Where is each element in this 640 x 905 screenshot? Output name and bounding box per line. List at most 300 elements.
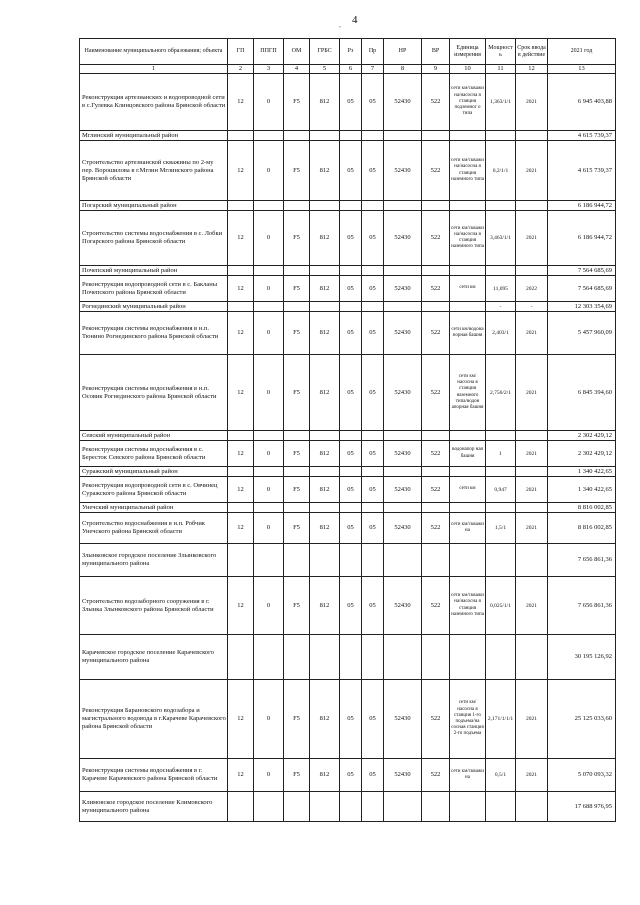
column-number: 12: [516, 65, 548, 74]
pr-cell: [362, 266, 384, 276]
column-number-row: [80, 65, 616, 74]
pr-cell: [362, 431, 384, 441]
vr-cell: 522: [422, 577, 450, 635]
vr-cell: 522: [422, 312, 450, 355]
term-cell: [516, 792, 548, 822]
power-cell: 2,171/1/1/1: [486, 680, 516, 759]
municipal-district-row: [80, 131, 616, 141]
nr-cell: [384, 792, 422, 822]
ppgp-cell: 0: [254, 355, 284, 431]
header-row: [80, 39, 616, 65]
pr-cell: [362, 792, 384, 822]
term-cell: [516, 544, 548, 577]
unit-cell: сети км/насосна я станция 1-го подъема/на сосная станция 2-го подъема: [450, 680, 486, 759]
header-cell: Пр: [362, 39, 384, 65]
gp-cell: 12: [228, 759, 254, 792]
vr-cell: [422, 544, 450, 577]
row-name: Унечский муниципальный район: [80, 503, 228, 513]
sum-cell: 7 656 861,36: [548, 544, 616, 577]
pr-cell: [362, 635, 384, 680]
nr-cell: 52430: [384, 680, 422, 759]
nr-cell: 52430: [384, 312, 422, 355]
vr-cell: [422, 131, 450, 141]
header-cell: НР: [384, 39, 422, 65]
om-cell: F5: [284, 141, 310, 201]
rz-cell: [340, 503, 362, 513]
grbs-cell: [310, 131, 340, 141]
gp-cell: 12: [228, 141, 254, 201]
unit-cell: [450, 266, 486, 276]
om-cell: [284, 503, 310, 513]
object-row: [80, 211, 616, 266]
term-cell: 2022: [516, 276, 548, 302]
scan-mark: ,: [339, 21, 341, 29]
gp-cell: 12: [228, 312, 254, 355]
gp-cell: [228, 792, 254, 822]
power-cell: 2,403/1: [486, 312, 516, 355]
nr-cell: 52430: [384, 74, 422, 131]
grbs-cell: 812: [310, 355, 340, 431]
gp-cell: 12: [228, 441, 254, 467]
nr-cell: 52430: [384, 513, 422, 544]
power-cell: 0,947: [486, 477, 516, 503]
unit-cell: сети км/скважи на: [450, 759, 486, 792]
grbs-cell: 812: [310, 141, 340, 201]
header-cell: Единица измерения: [450, 39, 486, 65]
sum-cell: 5 457 960,09: [548, 312, 616, 355]
sum-cell: 25 125 033,60: [548, 680, 616, 759]
om-cell: [284, 792, 310, 822]
grbs-cell: [310, 792, 340, 822]
rz-cell: 05: [340, 680, 362, 759]
gp-cell: [228, 131, 254, 141]
column-number: 4: [284, 65, 310, 74]
nr-cell: 52430: [384, 355, 422, 431]
om-cell: F5: [284, 211, 310, 266]
gp-cell: [228, 266, 254, 276]
vr-cell: [422, 792, 450, 822]
nr-cell: [384, 635, 422, 680]
gp-cell: 12: [228, 680, 254, 759]
term-cell: 2021: [516, 680, 548, 759]
pr-cell: 05: [362, 513, 384, 544]
term-cell: 2021: [516, 759, 548, 792]
municipal-district-row: [80, 431, 616, 441]
grbs-cell: 812: [310, 211, 340, 266]
unit-cell: [450, 544, 486, 577]
rz-cell: [340, 467, 362, 477]
power-cell: 0,2/1/1: [486, 141, 516, 201]
pr-cell: 05: [362, 355, 384, 431]
grbs-cell: [310, 302, 340, 312]
vr-cell: [422, 635, 450, 680]
om-cell: [284, 635, 310, 680]
power-cell: -: [486, 302, 516, 312]
grbs-cell: 812: [310, 577, 340, 635]
unit-cell: сети км/насосна я станция наземного типа/водон апорная башня: [450, 355, 486, 431]
row-name: Реконструкция системы водоснабжения в г. Карачеве Карачевского района Брянской области: [80, 759, 228, 792]
municipal-district-row: [80, 467, 616, 477]
header-cell: ГРБС: [310, 39, 340, 65]
term-cell: 2021: [516, 477, 548, 503]
power-cell: 1: [486, 441, 516, 467]
nr-cell: 52430: [384, 276, 422, 302]
om-cell: [284, 467, 310, 477]
pr-cell: 05: [362, 680, 384, 759]
row-name: Почепский муниципальный район: [80, 266, 228, 276]
gp-cell: 12: [228, 513, 254, 544]
rz-cell: 05: [340, 141, 362, 201]
ppgp-cell: 0: [254, 513, 284, 544]
ppgp-cell: 0: [254, 74, 284, 131]
grbs-cell: 812: [310, 441, 340, 467]
nr-cell: 52430: [384, 759, 422, 792]
grbs-cell: 812: [310, 513, 340, 544]
unit-cell: [450, 302, 486, 312]
grbs-cell: [310, 431, 340, 441]
column-number: 3: [254, 65, 284, 74]
object-row: [80, 312, 616, 355]
om-cell: F5: [284, 74, 310, 131]
funding-table: [79, 38, 616, 822]
vr-cell: 522: [422, 355, 450, 431]
sum-cell: 6 845 394,60: [548, 355, 616, 431]
rz-cell: 05: [340, 577, 362, 635]
vr-cell: [422, 431, 450, 441]
vr-cell: [422, 503, 450, 513]
gp-cell: [228, 302, 254, 312]
unit-cell: сети км: [450, 477, 486, 503]
pr-cell: 05: [362, 441, 384, 467]
gp-cell: 12: [228, 276, 254, 302]
header-cell: Срок ввода в действие: [516, 39, 548, 65]
rz-cell: [340, 201, 362, 211]
grbs-cell: 812: [310, 276, 340, 302]
ppgp-cell: 0: [254, 276, 284, 302]
object-row: [80, 441, 616, 467]
grbs-cell: 812: [310, 759, 340, 792]
ppgp-cell: [254, 266, 284, 276]
rz-cell: 05: [340, 759, 362, 792]
row-name: Реконструкция артезианских и водопроводной сети в с.Гулевка Клинцовского района Брянской области: [80, 74, 228, 131]
gp-cell: [228, 544, 254, 577]
term-cell: [516, 467, 548, 477]
unit-cell: [450, 431, 486, 441]
object-row: [80, 141, 616, 201]
power-cell: [486, 544, 516, 577]
page-number: 4: [352, 14, 358, 26]
nr-cell: [384, 431, 422, 441]
grbs-cell: 812: [310, 312, 340, 355]
ppgp-cell: [254, 131, 284, 141]
object-row: [80, 74, 616, 131]
row-name: Строительство водоснабжения в н.п. Робчик Унечского района Брянской области: [80, 513, 228, 544]
unit-cell: [450, 792, 486, 822]
pr-cell: 05: [362, 477, 384, 503]
row-name: Реконструкция Барановского водозабора и магистрального водовода в г.Карачеве Карачевского района Брянской области: [80, 680, 228, 759]
gp-cell: 12: [228, 211, 254, 266]
settlement-row: [80, 635, 616, 680]
pr-cell: [362, 131, 384, 141]
column-number: 10: [450, 65, 486, 74]
ppgp-cell: 0: [254, 577, 284, 635]
row-name: Строительство водозаборного сооружения в г. Злынка Злынковского района Брянской области: [80, 577, 228, 635]
rz-cell: [340, 544, 362, 577]
row-name: Злынковское городское поселение Злынковского муниципального района: [80, 544, 228, 577]
om-cell: F5: [284, 312, 310, 355]
power-cell: [486, 431, 516, 441]
settlement-row: [80, 792, 616, 822]
power-cell: [486, 635, 516, 680]
object-row: [80, 759, 616, 792]
gp-cell: [228, 503, 254, 513]
row-name: Погарский муниципальный район: [80, 201, 228, 211]
ppgp-cell: [254, 792, 284, 822]
row-name: Карачевское городское поселение Карачевского муниципального района: [80, 635, 228, 680]
unit-cell: сети км/водона порная башня: [450, 312, 486, 355]
vr-cell: [422, 302, 450, 312]
object-row: [80, 477, 616, 503]
rz-cell: 05: [340, 312, 362, 355]
pr-cell: [362, 302, 384, 312]
header-cell: ВР: [422, 39, 450, 65]
nr-cell: [384, 131, 422, 141]
sum-cell: 6 186 944,72: [548, 211, 616, 266]
rz-cell: 05: [340, 513, 362, 544]
unit-cell: [450, 131, 486, 141]
term-cell: [516, 431, 548, 441]
column-number: 6: [340, 65, 362, 74]
term-cell: 2021: [516, 441, 548, 467]
column-number: 9: [422, 65, 450, 74]
column-number: 5: [310, 65, 340, 74]
municipal-district-row: [80, 503, 616, 513]
vr-cell: [422, 201, 450, 211]
grbs-cell: [310, 467, 340, 477]
nr-cell: [384, 467, 422, 477]
power-cell: 3,463/1/1: [486, 211, 516, 266]
object-row: [80, 355, 616, 431]
ppgp-cell: 0: [254, 759, 284, 792]
grbs-cell: 812: [310, 680, 340, 759]
ppgp-cell: 0: [254, 312, 284, 355]
grbs-cell: [310, 503, 340, 513]
object-row: [80, 680, 616, 759]
vr-cell: 522: [422, 441, 450, 467]
gp-cell: [228, 431, 254, 441]
nr-cell: [384, 201, 422, 211]
power-cell: [486, 201, 516, 211]
sum-cell: 5 070 093,32: [548, 759, 616, 792]
rz-cell: 05: [340, 441, 362, 467]
power-cell: [486, 503, 516, 513]
municipal-district-row: [80, 302, 616, 312]
rz-cell: [340, 266, 362, 276]
gp-cell: [228, 635, 254, 680]
row-name: Реконструкция водопроводной сети в с. Овчинец Суражского района Брянской области: [80, 477, 228, 503]
column-number: 8: [384, 65, 422, 74]
ppgp-cell: 0: [254, 680, 284, 759]
om-cell: F5: [284, 577, 310, 635]
om-cell: [284, 302, 310, 312]
grbs-cell: [310, 635, 340, 680]
om-cell: [284, 131, 310, 141]
power-cell: 1,5/1: [486, 513, 516, 544]
power-cell: 11,095: [486, 276, 516, 302]
term-cell: [516, 201, 548, 211]
rz-cell: [340, 431, 362, 441]
sum-cell: 17 688 976,95: [548, 792, 616, 822]
term-cell: 2021: [516, 577, 548, 635]
row-name: Рогнединский муниципальный район: [80, 302, 228, 312]
row-name: Реконструкция системы водоснабжения в н.п. Тюнино Рогнединского района Брянской области: [80, 312, 228, 355]
term-cell: [516, 503, 548, 513]
vr-cell: 522: [422, 74, 450, 131]
column-number: 13: [548, 65, 616, 74]
sum-cell: 8 816 002,85: [548, 503, 616, 513]
sum-cell: 12 303 354,69: [548, 302, 616, 312]
nr-cell: [384, 266, 422, 276]
sum-cell: 2 302 429,12: [548, 431, 616, 441]
om-cell: F5: [284, 477, 310, 503]
term-cell: [516, 635, 548, 680]
pr-cell: [362, 467, 384, 477]
header-cell: Наименование муниципального образования; объекта: [80, 39, 228, 65]
ppgp-cell: [254, 467, 284, 477]
pr-cell: 05: [362, 312, 384, 355]
unit-cell: сети км: [450, 276, 486, 302]
column-number: 11: [486, 65, 516, 74]
ppgp-cell: [254, 503, 284, 513]
term-cell: [516, 131, 548, 141]
row-name: Климовское городское поселение Климовского муниципального района: [80, 792, 228, 822]
gp-cell: [228, 467, 254, 477]
vr-cell: 522: [422, 759, 450, 792]
pr-cell: 05: [362, 211, 384, 266]
nr-cell: [384, 503, 422, 513]
sum-cell: 6 186 944,72: [548, 201, 616, 211]
pr-cell: 05: [362, 74, 384, 131]
header-cell: 2021 год: [548, 39, 616, 65]
settlement-row: [80, 544, 616, 577]
pr-cell: 05: [362, 759, 384, 792]
ppgp-cell: [254, 635, 284, 680]
pr-cell: [362, 201, 384, 211]
vr-cell: 522: [422, 477, 450, 503]
term-cell: 2021: [516, 355, 548, 431]
sum-cell: 4 615 739,37: [548, 141, 616, 201]
vr-cell: [422, 467, 450, 477]
row-name: Реконструкция водопроводной сети в с. Бакланы Почепского района Брянской области: [80, 276, 228, 302]
om-cell: F5: [284, 759, 310, 792]
sum-cell: 7 564 685,69: [548, 276, 616, 302]
row-name: Строительство системы водоснабжения в с. Лобки Погарского района Брянской области: [80, 211, 228, 266]
power-cell: 0,5/1: [486, 759, 516, 792]
power-cell: [486, 467, 516, 477]
grbs-cell: [310, 266, 340, 276]
gp-cell: 12: [228, 477, 254, 503]
object-row: [80, 577, 616, 635]
header-cell: ОМ: [284, 39, 310, 65]
pr-cell: 05: [362, 276, 384, 302]
unit-cell: [450, 635, 486, 680]
row-name: Мглинский муниципальный район: [80, 131, 228, 141]
vr-cell: [422, 266, 450, 276]
om-cell: [284, 544, 310, 577]
row-name: Суражский муниципальный район: [80, 467, 228, 477]
ppgp-cell: 0: [254, 477, 284, 503]
row-name: Севский муниципальный район: [80, 431, 228, 441]
om-cell: F5: [284, 276, 310, 302]
header-cell: Рз: [340, 39, 362, 65]
nr-cell: [384, 302, 422, 312]
term-cell: 2021: [516, 312, 548, 355]
rz-cell: 05: [340, 211, 362, 266]
ppgp-cell: [254, 544, 284, 577]
header-cell: Мощност ь: [486, 39, 516, 65]
grbs-cell: [310, 201, 340, 211]
nr-cell: 52430: [384, 211, 422, 266]
om-cell: F5: [284, 441, 310, 467]
sum-cell: 7 656 861,36: [548, 577, 616, 635]
ppgp-cell: 0: [254, 211, 284, 266]
object-row: [80, 513, 616, 544]
unit-cell: водонапор ная башня: [450, 441, 486, 467]
term-cell: 2021: [516, 74, 548, 131]
power-cell: [486, 792, 516, 822]
rz-cell: [340, 131, 362, 141]
header-cell: ППГП: [254, 39, 284, 65]
om-cell: F5: [284, 355, 310, 431]
unit-cell: сети км/скважи на/насосна я станция наземного типа: [450, 141, 486, 201]
term-cell: [516, 266, 548, 276]
ppgp-cell: [254, 431, 284, 441]
om-cell: [284, 201, 310, 211]
row-name: Строительство артезианской скважины по 2-му пер. Ворошилова в г.Мглин Мглинского района Брянской области: [80, 141, 228, 201]
unit-cell: сети км/скважи на/насосна я станция наземного типа: [450, 577, 486, 635]
rz-cell: 05: [340, 74, 362, 131]
grbs-cell: 812: [310, 74, 340, 131]
sum-cell: 2 302 429,12: [548, 441, 616, 467]
rz-cell: 05: [340, 355, 362, 431]
nr-cell: [384, 544, 422, 577]
sum-cell: 6 945 403,88: [548, 74, 616, 131]
rz-cell: 05: [340, 276, 362, 302]
power-cell: 1,363/1/1: [486, 74, 516, 131]
ppgp-cell: [254, 201, 284, 211]
row-name: Реконструкция системы водоснабжения в н.п. Осовик Рогнединского района Брянской области: [80, 355, 228, 431]
sum-cell: 4 615 739,37: [548, 131, 616, 141]
header-cell: ГП: [228, 39, 254, 65]
column-number: 7: [362, 65, 384, 74]
sum-cell: 30 195 126,92: [548, 635, 616, 680]
vr-cell: 522: [422, 680, 450, 759]
sum-cell: 1 340 422,65: [548, 477, 616, 503]
object-row: [80, 276, 616, 302]
power-cell: [486, 266, 516, 276]
gp-cell: [228, 201, 254, 211]
column-number: 1: [80, 65, 228, 74]
vr-cell: 522: [422, 513, 450, 544]
term-cell: -: [516, 302, 548, 312]
nr-cell: 52430: [384, 141, 422, 201]
unit-cell: [450, 503, 486, 513]
om-cell: F5: [284, 513, 310, 544]
grbs-cell: [310, 544, 340, 577]
unit-cell: сети км/скважи на: [450, 513, 486, 544]
term-cell: 2021: [516, 211, 548, 266]
pr-cell: 05: [362, 577, 384, 635]
